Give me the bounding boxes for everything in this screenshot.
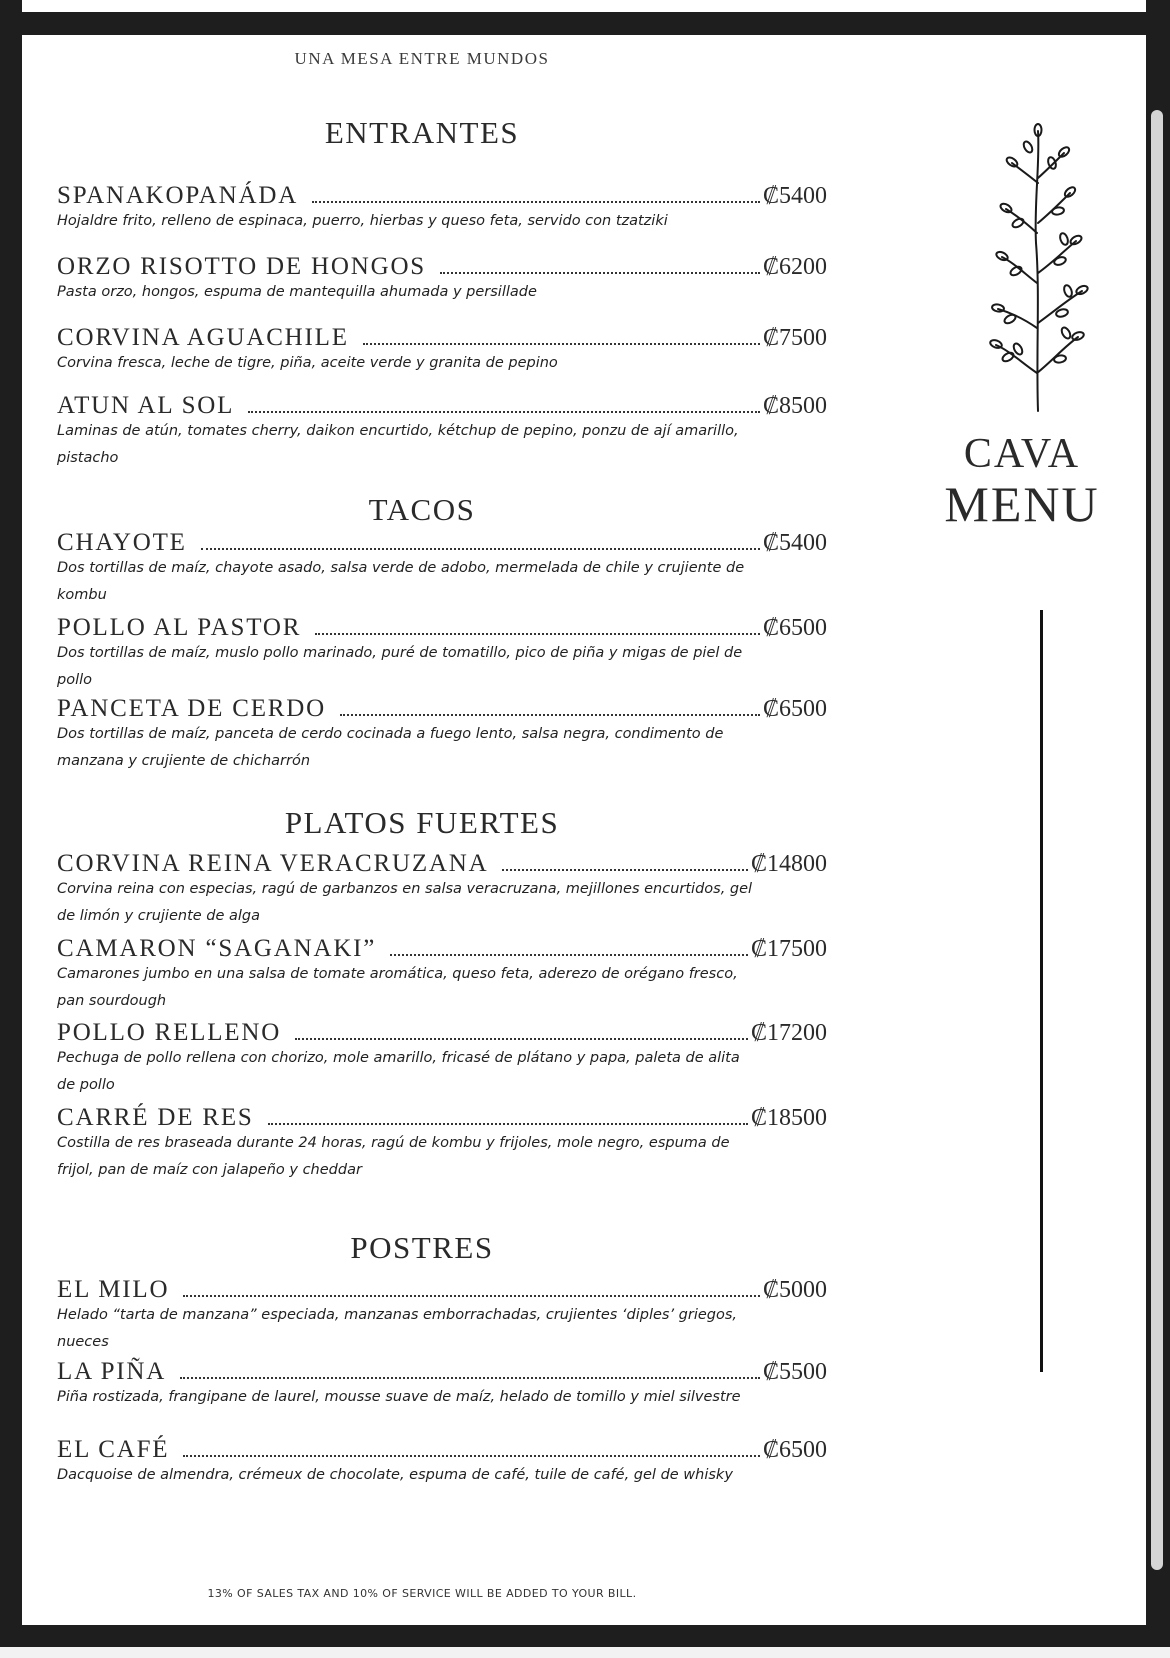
item-description: Hojaldre frito, relleno de espinaca, puerro, hierbas y queso feta, servido con tzatziki: [57, 213, 668, 229]
item-name: CORVINA REINA VERACRUZANA: [57, 850, 489, 877]
menu-item: [57, 1274, 827, 1356]
item-price: ₡18500: [750, 1105, 827, 1131]
item-price: ₡14800: [750, 851, 827, 877]
item-price: ₡6500: [762, 696, 827, 722]
dot-leader: [440, 272, 760, 274]
dot-leader: [183, 1455, 760, 1457]
menu-item: [57, 693, 827, 775]
item-name: ORZO RISOTTO DE HONGOS: [57, 253, 427, 280]
dot-leader: [312, 201, 760, 203]
brand-menu: MENU: [944, 476, 1100, 532]
item-price: ₡17500: [750, 936, 827, 962]
dot-leader: [201, 548, 760, 550]
dot-leader: [502, 869, 748, 871]
menu-item: [57, 848, 827, 930]
dot-leader: [363, 343, 760, 345]
dot-leader: [268, 1123, 748, 1125]
tax-service-note: 13% OF SALES TAX AND 10% OF SERVICE WILL BE ADDED TO YOUR BILL.: [207, 1587, 637, 1600]
item-description: Laminas de atún, tomates cherry, daikon encurtido, kétchup de pepino, ponzu de ají amarillo, pistacho: [57, 423, 739, 466]
scrollbar[interactable]: [1151, 110, 1163, 1570]
menu-page: [22, 35, 1146, 1625]
restaurant-tagline: UNA MESA ENTRE MUNDOS: [294, 49, 550, 68]
item-name: EL MILO: [57, 1276, 170, 1303]
menu-item: [57, 1017, 827, 1099]
dot-leader: [183, 1295, 760, 1297]
vertical-divider: [1040, 610, 1043, 1372]
item-description: Helado “tarta de manzana” especiada, manzanas emborrachadas, crujientes ‘diples’ griegos, nueces: [57, 1307, 738, 1350]
item-price: ₡5400: [762, 183, 827, 209]
section-title-entrantes: ENTRANTES: [324, 115, 520, 150]
bottom-edge: [0, 1647, 1170, 1658]
item-price: ₡5000: [762, 1277, 827, 1303]
dot-leader: [248, 411, 760, 413]
menu-item: [57, 322, 827, 377]
item-description: Dos tortillas de maíz, chayote asado, salsa verde de adobo, mermelada de chile y crujiente de kombu: [57, 560, 745, 603]
menu-item: [57, 527, 827, 609]
item-description: Dos tortillas de maíz, muslo pollo marinado, puré de tomatillo, pico de piña y migas de piel de pollo: [57, 645, 743, 688]
item-price: ₡6500: [762, 615, 827, 641]
item-name: POLLO RELLENO: [57, 1019, 282, 1046]
dot-leader: [340, 714, 760, 716]
item-name: LA PIÑA: [57, 1358, 167, 1385]
item-description: Camarones jumbo en una salsa de tomate aromática, queso feta, aderezo de orégano fresco, pan sourdough: [57, 966, 738, 1009]
item-price: ₡6500: [762, 1437, 827, 1463]
item-description: Corvina fresca, leche de tigre, piña, aceite verde y granita de pepino: [57, 355, 558, 371]
item-description: Pechuga de pollo rellena con chorizo, mole amarillo, fricasé de plátano y papa, paleta de alita de pollo: [57, 1050, 740, 1093]
item-name: SPANAKOPANÁDA: [57, 182, 299, 209]
menu-item: [57, 1102, 827, 1184]
item-description: Corvina reina con especias, ragú de garbanzos en salsa veracruzana, mejillones encurtidos, gel de limón y crujiente de alga: [57, 881, 753, 924]
menu-item: [57, 1356, 827, 1411]
menu-item: [57, 933, 827, 1015]
item-name: CORVINA AGUACHILE: [57, 324, 349, 351]
item-name: EL CAFÉ: [57, 1436, 170, 1463]
item-name: CAMARON “SAGANAKI”: [57, 935, 377, 962]
item-price: ₡17200: [750, 1020, 827, 1046]
section-title-tacos: TACOS: [368, 492, 476, 527]
item-name: CHAYOTE: [57, 529, 187, 556]
menu-item: [57, 1434, 827, 1489]
item-description: Dacquoise de almendra, crémeux de chocolate, espuma de café, tuile de café, gel de whisky: [57, 1467, 733, 1483]
section-title-postres: POSTRES: [350, 1230, 494, 1265]
olive-branch-icon: [982, 123, 1102, 413]
item-price: ₡6200: [762, 254, 827, 280]
top-page-edge: [22, 0, 1146, 12]
item-name: ATUN AL SOL: [57, 392, 235, 419]
dot-leader: [295, 1038, 748, 1040]
item-description: Piña rostizada, frangipane de laurel, mousse suave de maíz, helado de tomillo y miel silvestre: [57, 1389, 741, 1405]
menu-item: [57, 612, 827, 694]
section-title-platos-fuertes: PLATOS FUERTES: [284, 805, 560, 840]
dot-leader: [315, 633, 760, 635]
dot-leader: [390, 954, 748, 956]
item-price: ₡5500: [762, 1359, 827, 1385]
item-name: CARRÉ DE RES: [57, 1104, 254, 1131]
brand-cava: CAVA: [963, 431, 1081, 477]
item-price: ₡5400: [762, 530, 827, 556]
menu-item: [57, 390, 827, 472]
dot-leader: [180, 1377, 760, 1379]
item-description: Costilla de res braseada durante 24 horas, ragú de kombu y frijoles, mole negro, espuma de frijol, pan de maíz con jalapeño y cheddar: [57, 1135, 730, 1178]
item-price: ₡8500: [762, 393, 827, 419]
item-name: PANCETA DE CERDO: [57, 695, 326, 722]
item-description: Pasta orzo, hongos, espuma de mantequilla ahumada y persillade: [57, 284, 537, 300]
menu-item: [57, 180, 827, 235]
item-price: ₡7500: [762, 325, 827, 351]
item-description: Dos tortillas de maíz, panceta de cerdo cocinada a fuego lento, salsa negra, condimento de manzana y crujiente de chicharrón: [57, 726, 724, 769]
item-name: POLLO AL PASTOR: [57, 614, 302, 641]
menu-item: [57, 251, 827, 306]
